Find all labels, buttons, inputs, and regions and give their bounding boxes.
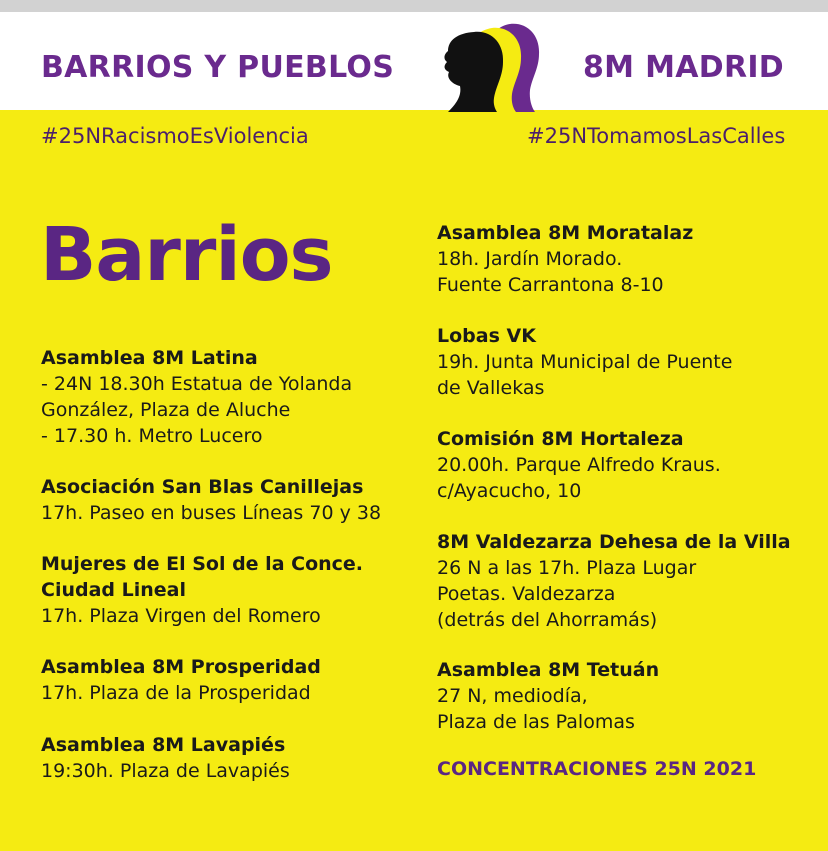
section-title: Barrios xyxy=(40,212,333,298)
event-valdezarza xyxy=(437,529,817,633)
event-detail: 18h. Jardín Morado. xyxy=(437,248,623,270)
hashtag-right: #25NTomamosLasCalles xyxy=(527,124,786,148)
header-banner xyxy=(0,12,828,110)
event-detail: 26 N a las 17h. Plaza Lugar xyxy=(437,557,697,579)
event-detail: de Vallekas xyxy=(437,377,545,399)
event-moratalaz xyxy=(437,220,817,298)
event-detail: 27 N, mediodía, xyxy=(437,685,588,707)
event-detail: Fuente Carrantona 8-10 xyxy=(437,274,664,296)
event-name: Asamblea 8M Tetuán xyxy=(437,659,660,681)
event-hortaleza xyxy=(437,426,817,504)
event-detail: - 17.30 h. Metro Lucero xyxy=(41,425,263,447)
event-prosperidad xyxy=(41,654,421,706)
event-detail: 19:30h. Plaza de Lavapiés xyxy=(41,760,290,782)
event-detail: - 24N 18.30h Estatua de Yolanda xyxy=(41,373,353,395)
event-san-blas xyxy=(41,474,421,526)
event-latina xyxy=(41,345,421,449)
event-name: Asamblea 8M Moratalaz xyxy=(437,222,694,244)
event-detail: Plaza de las Palomas xyxy=(437,711,635,733)
event-detail: 17h. Paseo en buses Líneas 70 y 38 xyxy=(41,502,382,524)
event-lobas-vk xyxy=(437,323,817,401)
event-name: Asociación San Blas Canillejas xyxy=(41,476,364,498)
event-detail: c/Ayacucho, 10 xyxy=(437,480,582,502)
event-name-line2: Ciudad Lineal xyxy=(41,579,186,601)
event-lavapies xyxy=(41,732,421,784)
event-detail: (detrás del Ahorramás) xyxy=(437,609,658,631)
header-left-title: BARRIOS Y PUEBLOS xyxy=(41,50,395,85)
event-tetuan xyxy=(437,657,817,735)
event-name: Mujeres de El Sol de la Conce. xyxy=(41,553,364,575)
top-strip xyxy=(0,0,828,12)
footer-note: CONCENTRACIONES 25N 2021 xyxy=(437,758,757,780)
hashtag-left: #25NRacismoEsViolencia xyxy=(41,124,309,148)
header-right-title: 8M MADRID xyxy=(583,50,785,85)
event-name: Asamblea 8M Lavapiés xyxy=(41,734,286,756)
event-detail: 17h. Plaza Virgen del Romero xyxy=(41,605,321,627)
event-name: Asamblea 8M Prosperidad xyxy=(41,656,321,678)
event-detail: 17h. Plaza de la Prosperidad xyxy=(41,682,311,704)
event-detail: Poetas. Valdezarza xyxy=(437,583,616,605)
event-detail: 19h. Junta Municipal de Puente xyxy=(437,351,733,373)
event-detail: González, Plaza de Aluche xyxy=(41,399,291,421)
event-ciudad-lineal xyxy=(41,551,421,629)
event-name: Comisión 8M Hortaleza xyxy=(437,428,684,450)
event-name: Asamblea 8M Latina xyxy=(41,347,258,369)
event-detail: 20.00h. Parque Alfredo Kraus. xyxy=(437,454,721,476)
three-women-profiles-icon xyxy=(440,16,544,112)
event-name: 8M Valdezarza Dehesa de la Villa xyxy=(437,531,791,553)
event-name: Lobas VK xyxy=(437,325,536,347)
